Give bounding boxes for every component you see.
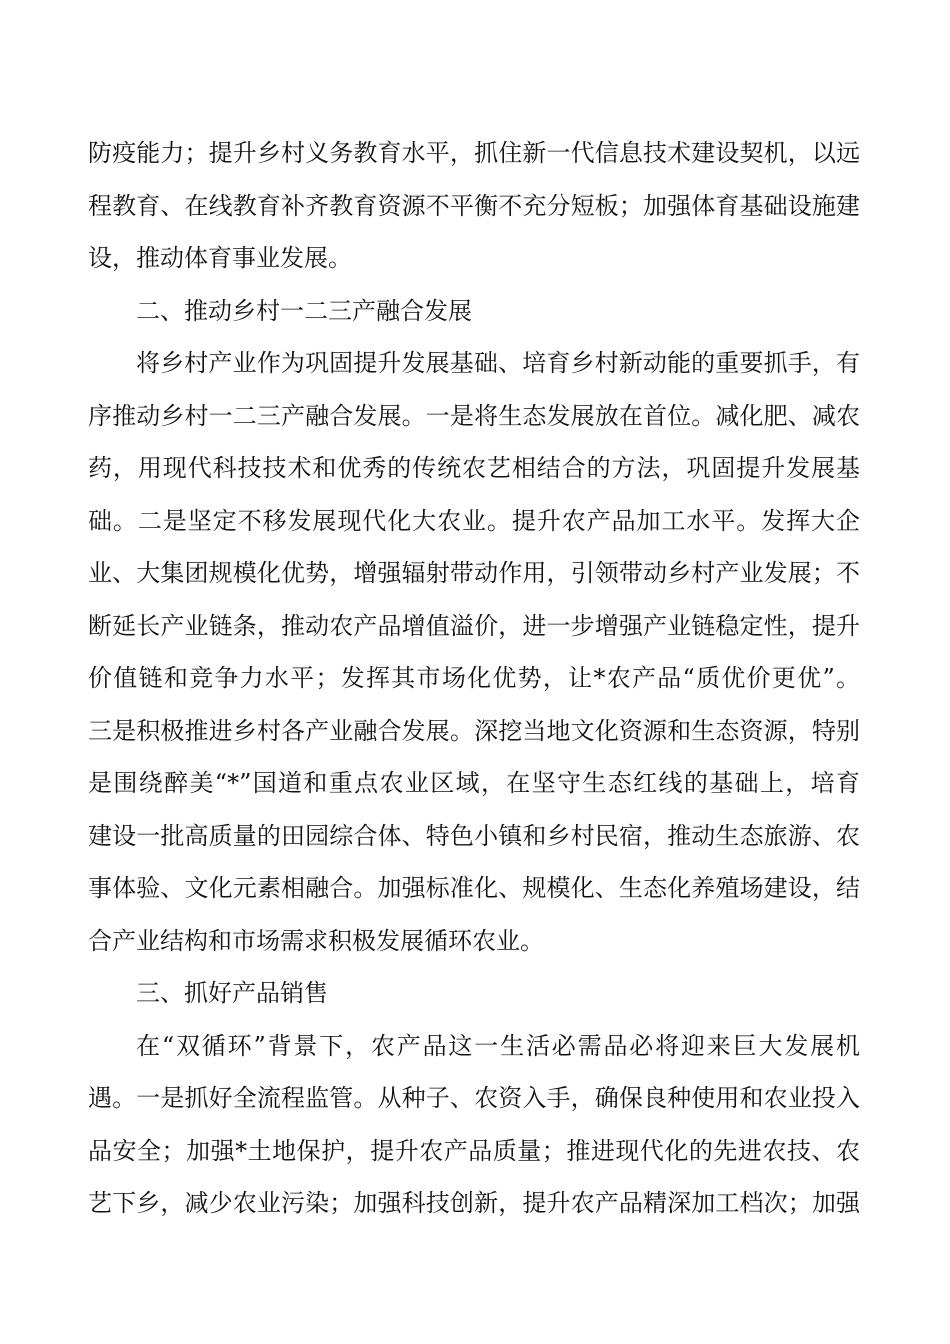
body-text-line: 防疫能力；提升乡村义务教育水平，抓住新一代信息技术建设契机，以远 (88, 139, 860, 167)
body-text-line: 是围绕醉美“*”国道和重点农业区域，在坚守生态红线的基础上，培育 (88, 769, 860, 797)
body-text-line: 设，推动体育事业发展。 (88, 244, 352, 272)
body-text-line: 事体验、文化元素相融合。加强标准化、规模化、生态化养殖场建设，结 (88, 874, 860, 902)
body-text-line: 程教育、在线教育补齐教育资源不平衡不充分短板；加强体育基础设施建 (88, 191, 860, 220)
section-heading: 二、推动乡村一二三产融合发展 (136, 296, 472, 325)
body-text-line: 序推动乡村一二三产融合发展。一是将生态发展放在首位。减化肥、减农 (88, 401, 860, 430)
body-text-line: 艺下乡，减少农业污染；加强科技创新，提升农产品精深加工档次；加强 (88, 1189, 860, 1217)
document-page (88, 127, 860, 1230)
body-text-line: 药，用现代科技技术和优秀的传统农艺相结合的方法，巩固提升发展基 (88, 454, 860, 482)
body-text-line: 合产业结构和市场需求积极发展循环农业。 (88, 926, 544, 955)
body-text-line: 遇。一是抓好全流程监管。从种子、农资入手，确保良种使用和农业投入 (88, 1084, 860, 1112)
body-text-line: 业、大集团规模化优势，增强辐射带动作用，引领带动乡村产业发展；不 (88, 559, 860, 587)
body-text-line: 价值链和竞争力水平；发挥其市场化优势，让*农产品“质优价更优”。 (88, 664, 860, 692)
body-text-line: 在“双循环”背景下，农产品这一生活必需品必将迎来巨大发展机 (136, 1031, 860, 1060)
body-text-line: 三是积极推进乡村各产业融合发展。深挖当地文化资源和生态资源，特别 (88, 716, 860, 745)
body-text-line: 建设一批高质量的田园综合体、特色小镇和乡村民宿，推动生态旅游、农 (88, 821, 860, 850)
body-text-line: 品安全；加强*土地保护，提升农产品质量；推进现代化的先进农技、农 (88, 1136, 860, 1165)
body-text-line: 将乡村产业作为巩固提升发展基础、培育乡村新动能的重要抓手，有 (136, 349, 860, 377)
section-heading: 三、抓好产品销售 (136, 979, 328, 1007)
body-text-line: 断延长产业链条，推动农产品增值溢价，进一步增强产业链稳定性，提升 (88, 611, 860, 640)
body-text-line: 础。二是坚定不移发展现代化大农业。提升农产品加工水平。发挥大企 (88, 506, 860, 535)
